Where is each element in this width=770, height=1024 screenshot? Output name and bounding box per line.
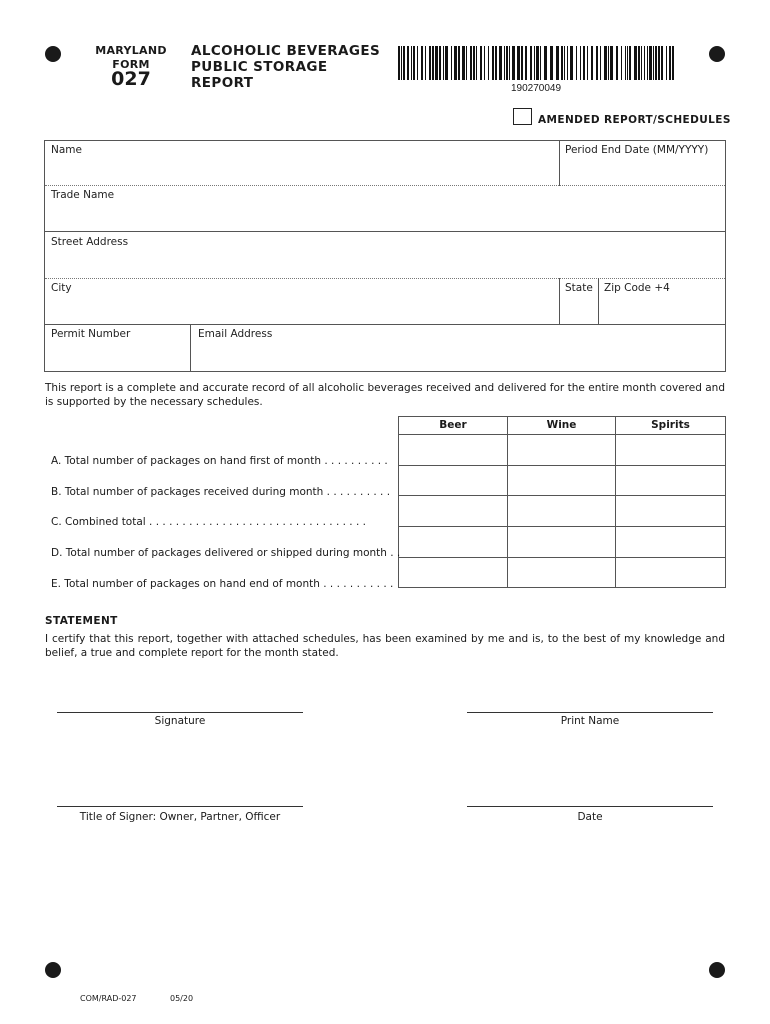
cell-c-spirits[interactable] — [616, 496, 725, 525]
amended-label: AMENDED REPORT/SCHEDULES — [538, 114, 731, 126]
print-name-line[interactable] — [467, 712, 713, 713]
column-spirits: Spirits — [651, 419, 690, 431]
registration-dot-top-left — [45, 46, 61, 62]
form-title-line-2: PUBLIC STORAGE — [191, 59, 328, 75]
registration-dot-bottom-right — [709, 962, 725, 978]
zip-code-label: Zip Code +4 — [604, 282, 670, 294]
name-field[interactable] — [45, 141, 559, 185]
state-label: State — [565, 282, 593, 294]
cell-c-beer[interactable] — [399, 496, 506, 525]
cell-a-wine[interactable] — [508, 435, 614, 464]
cell-e-spirits[interactable] — [616, 558, 725, 587]
amended-checkbox[interactable] — [513, 108, 532, 125]
column-beer: Beer — [439, 419, 467, 431]
period-end-label: Period End Date (MM/YYYY) — [565, 144, 709, 156]
row-d-label: D. Total number of packages delivered or shipped during month . . — [51, 547, 401, 559]
cell-b-beer[interactable] — [399, 466, 506, 494]
cell-b-wine[interactable] — [508, 466, 614, 494]
city-field[interactable] — [45, 279, 559, 324]
form-state: MARYLAND — [95, 44, 167, 57]
city-label: City — [51, 282, 72, 294]
registration-dot-bottom-left — [45, 962, 61, 978]
trade-name-label: Trade Name — [51, 189, 115, 201]
cell-a-beer[interactable] — [399, 435, 506, 464]
signature-line[interactable] — [57, 712, 303, 713]
date-label: Date — [577, 811, 603, 823]
title-of-signer-label: Title of Signer: Owner, Partner, Officer — [79, 811, 281, 823]
cell-d-beer[interactable] — [399, 527, 506, 556]
form-number: 027 — [111, 68, 151, 90]
intro-text: This report is a complete and accurate record of all alcoholic beverages received and delivered for the entire month covered and is supported by the necessary schedules. — [45, 382, 725, 408]
row-e-label: E. Total number of packages on hand end of month . . . . . . . . . . . — [51, 578, 394, 590]
cell-e-beer[interactable] — [399, 558, 506, 587]
title-of-signer-line[interactable] — [57, 806, 303, 807]
cell-c-wine[interactable] — [508, 496, 614, 525]
barcode-number: 190270049 — [511, 83, 562, 94]
footer-revision: 05/20 — [170, 994, 194, 1003]
date-line[interactable] — [467, 806, 713, 807]
print-name-label: Print Name — [560, 715, 620, 727]
cell-d-spirits[interactable] — [616, 527, 725, 556]
footer-form-code: COM/RAD-027 — [80, 994, 137, 1003]
cell-d-wine[interactable] — [508, 527, 614, 556]
column-wine: Wine — [546, 419, 577, 431]
trade-name-field[interactable] — [45, 186, 725, 231]
signature-label: Signature — [154, 715, 206, 727]
street-address-field[interactable] — [45, 232, 725, 278]
barcode — [398, 46, 674, 80]
form-word: FORM — [112, 58, 150, 71]
email-address-label: Email Address — [198, 328, 273, 340]
form-title-line-1: ALCOHOLIC BEVERAGES — [191, 43, 381, 59]
form-title — [191, 43, 380, 91]
statement-text: I certify that this report, together with attached schedules, has been examined by me and is, to the best of my knowledge and belief, a true and complete report for the month stated. — [45, 633, 725, 659]
row-b-label: B. Total number of packages received during month . . . . . . . . . . — [51, 486, 391, 498]
permit-number-label: Permit Number — [51, 328, 131, 340]
form-title-line-3: REPORT — [191, 75, 254, 91]
cell-e-wine[interactable] — [508, 558, 614, 587]
cell-b-spirits[interactable] — [616, 466, 725, 494]
name-label: Name — [51, 144, 82, 156]
statement-heading: STATEMENT — [45, 615, 118, 627]
cell-a-spirits[interactable] — [616, 435, 725, 464]
street-address-label: Street Address — [51, 236, 129, 248]
row-c-label: C. Combined total . . . . . . . . . . . . . . . . . . . . . . . . . . . . . . . . . — [51, 516, 366, 528]
registration-dot-top-right — [709, 46, 725, 62]
row-a-label: A. Total number of packages on hand first of month . . . . . . . . . . — [51, 455, 388, 467]
